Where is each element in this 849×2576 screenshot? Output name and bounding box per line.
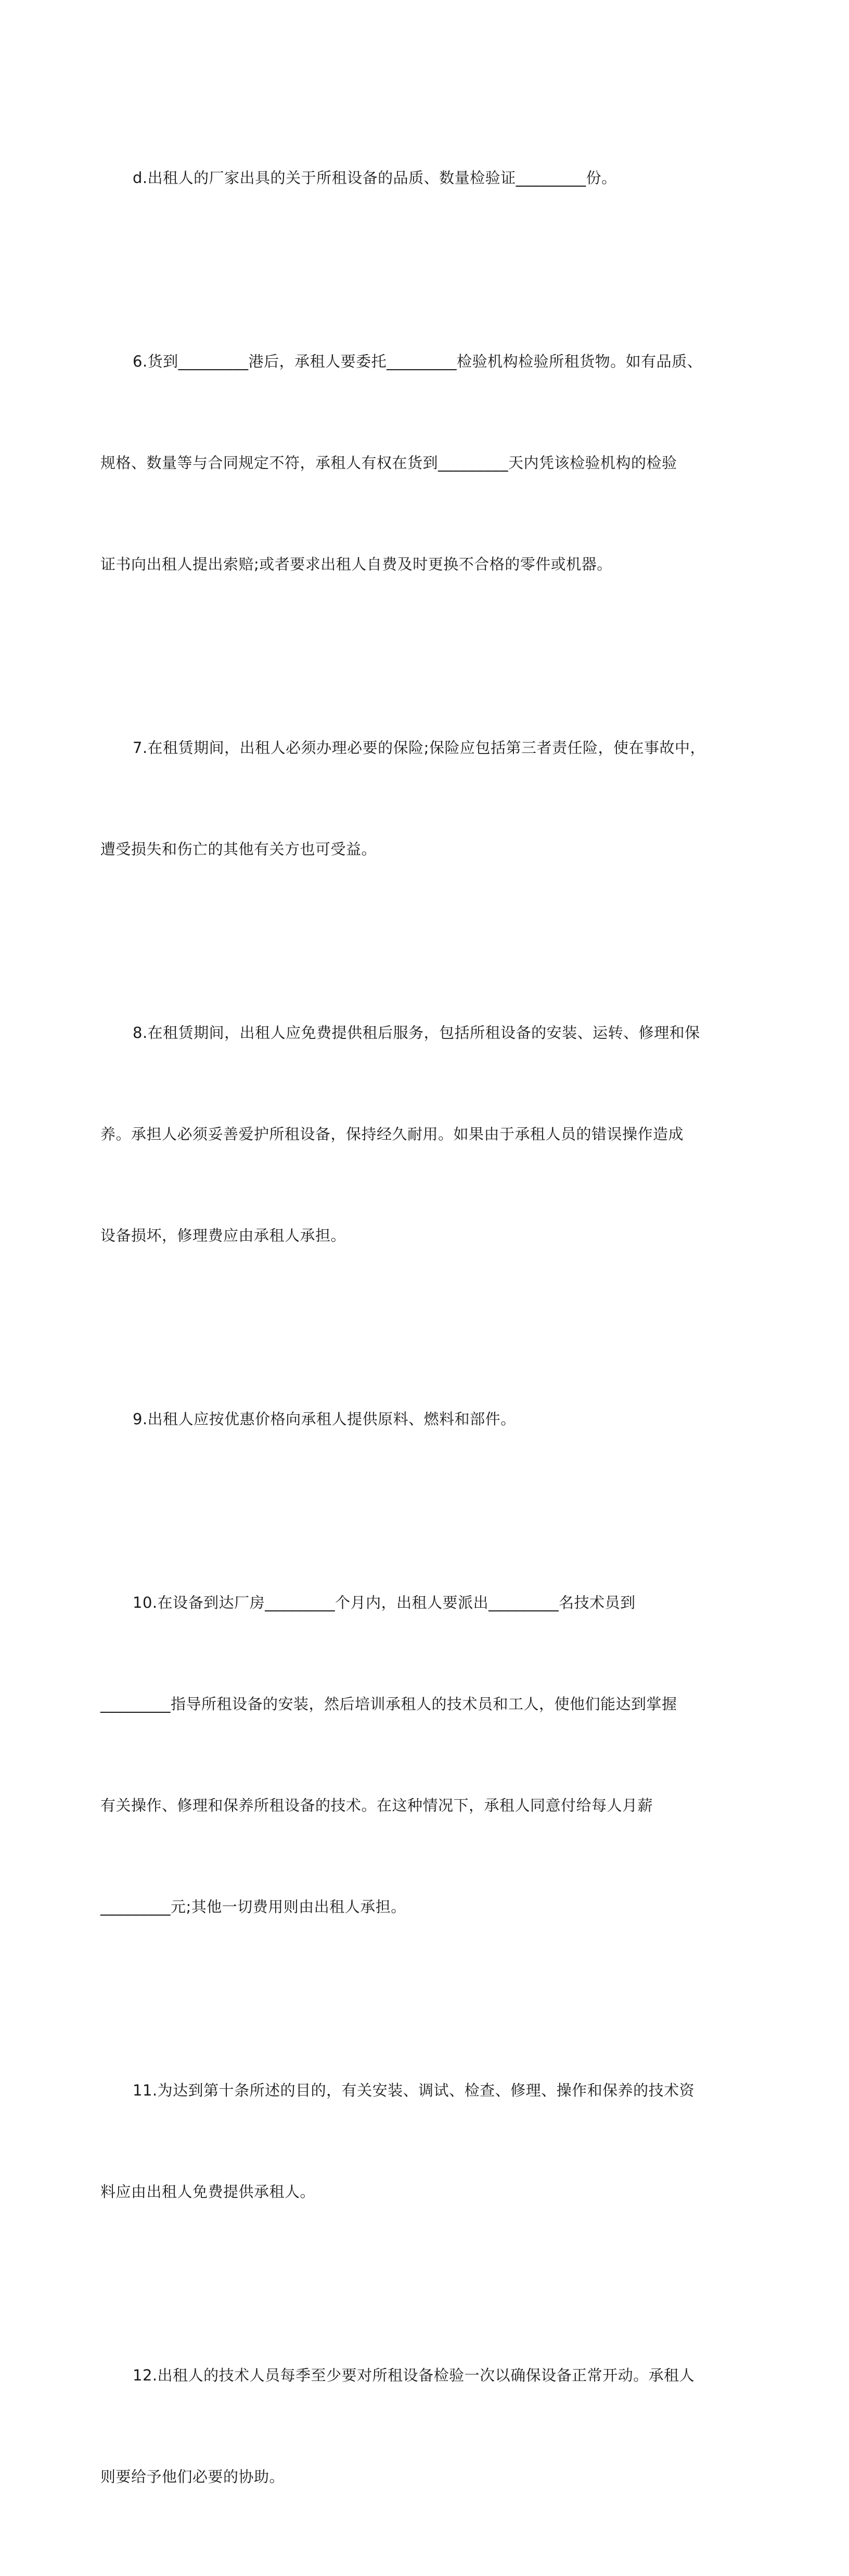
clause-12-paragraph — [100, 2291, 756, 2561]
clause-7-paragraph — [100, 663, 756, 934]
paragraph-line: 有关操作、修理和保养所租设备的技术。在这种情况下，承租人同意付给每人月薪 — [100, 1797, 653, 1814]
paragraph-line: 证书向出租人提出索赔;或者要求出租人自费及时更换不合格的零件或机器。 — [100, 555, 612, 573]
clause-8-paragraph — [100, 948, 756, 1320]
paragraph-line: d.出租人的厂家出具的关于所租设备的品质、数量检验证_________份。 — [133, 169, 617, 187]
document-body — [100, 94, 756, 2576]
paragraph-line: 规格、数量等与合同规定不符，承租人有权在货到_________天内凭该检验机构的检验 — [100, 454, 677, 472]
clause-10-paragraph — [100, 1518, 756, 1992]
clause-11-paragraph — [100, 2006, 756, 2276]
paragraph-line: 11.为达到第十条所述的目的，有关安装、调试、检查、修理、操作和保养的技术资 — [133, 2081, 695, 2099]
paragraph-line: 设备损坏，修理费应由承租人承担。 — [100, 1227, 346, 1244]
paragraph-line: 9.出租人应按优惠价格向承租人提供原料、燃料和部件。 — [133, 1410, 516, 1428]
paragraph-line: 12.出租人的技术人员每季至少要对所租设备检验一次以确保设备正常开动。承租人 — [133, 2366, 695, 2384]
clause-6-paragraph — [100, 277, 756, 649]
paragraph-line: 则要给予他们必要的协助。 — [100, 2468, 285, 2486]
paragraph-line: 10.在设备到达厂房_________个月内，出租人要派出_________名技术员到 — [133, 1594, 636, 1611]
paragraph-line: _________指导所租设备的安装，然后培训承租人的技术员和工人，使他们能达到掌握 — [100, 1695, 677, 1713]
paragraph-line: 养。承担人必须妥善爱护所租设备，保持经久耐用。如果由于承租人员的错误操作造成 — [100, 1125, 684, 1143]
paragraph-line: 6.货到_________港后，承租人要委托_________检验机构检验所租货物。如有品质、 — [133, 353, 703, 370]
paragraph-line: 7.在租赁期间，出租人必须办理必要的保险;保险应包括第三者责任险，使在事故中， — [133, 739, 705, 757]
paragraph-line: 遭受损失和伤亡的其他有关方也可受益。 — [100, 840, 377, 858]
paragraph-line: 料应由出租人免费提供承租人。 — [100, 2183, 316, 2201]
paragraph-line: 8.在租赁期间，出租人应免费提供租后服务，包括所租设备的安装、运转、修理和保 — [133, 1024, 700, 1042]
clause-9-paragraph — [100, 1335, 756, 1504]
clause-d-paragraph — [100, 94, 756, 263]
paragraph-line: _________元;其他一切费用则由出租人承担。 — [100, 1898, 406, 1916]
